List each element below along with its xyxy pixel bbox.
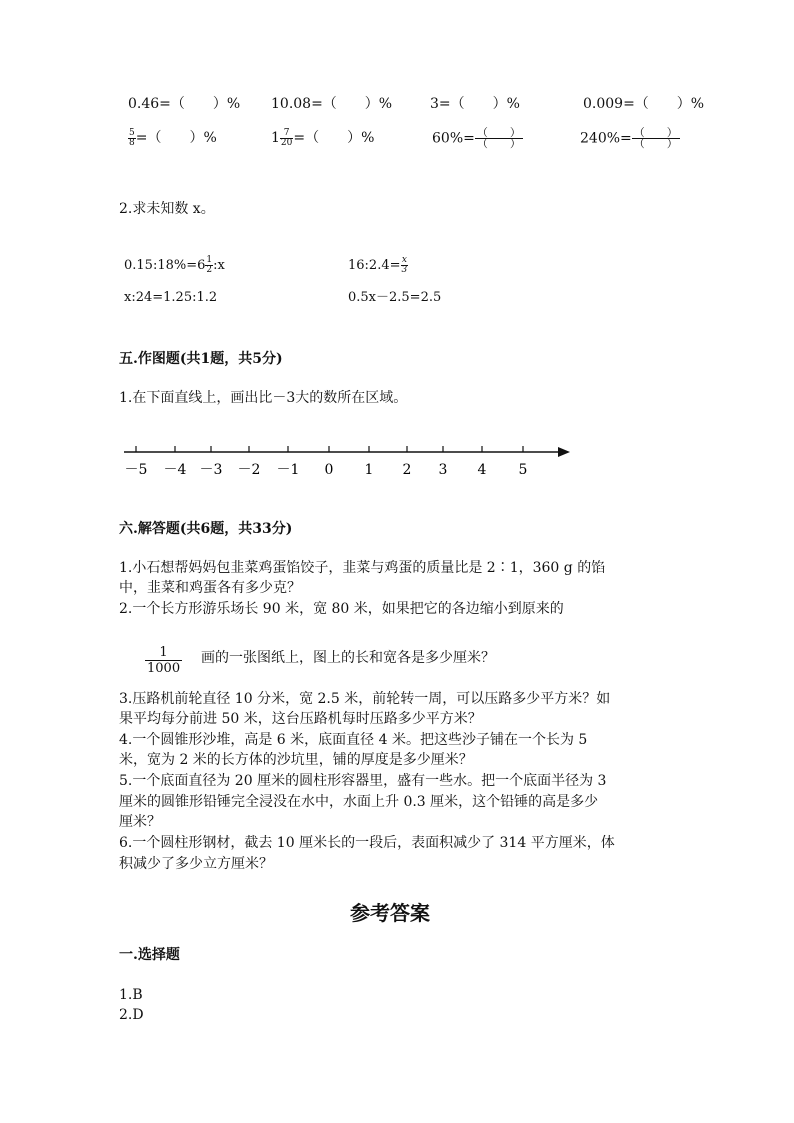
- q4-line1: 4.一个圆锥形沙堆，高是 6 米，底面直径 4 米。把这些沙子铺在一个长为 5: [119, 732, 588, 748]
- tick-label: －1: [276, 462, 300, 478]
- tick-label: 1: [364, 462, 374, 478]
- q2-line1: 2.一个长方形游乐场长 90 米，宽 80 米，如果把它的各边缩小到原来的: [119, 601, 564, 617]
- answers-title: 参考答案: [350, 901, 430, 925]
- scale-fraction: $\frac{1}{1000}$: [147, 645, 181, 676]
- tick-label: －3: [199, 462, 223, 478]
- q3-line2: 果平均每分前进 50 米，这台压路机每时压路多少平方米？: [119, 711, 482, 727]
- q2-line2: 画的一张图纸上，图上的长和宽各是多少厘米？: [201, 650, 495, 666]
- tick-label: －2: [237, 462, 261, 478]
- tick-label: 2: [402, 462, 412, 478]
- section5-question-1: 1.在下面直线上，画出比－3大的数所在区域。: [119, 390, 408, 406]
- conversion-1: 0.46=（ ）%: [128, 96, 241, 112]
- tick-label: 3: [438, 462, 448, 478]
- answer-2: 2.D: [119, 1007, 144, 1023]
- tick-label: 5: [518, 462, 528, 478]
- conversion-6: 1 $\frac{7}{20}$ =（ ）%: [271, 127, 375, 148]
- q3-line1: 3.压路机前轮直径 10 分米，宽 2.5 米，前轮转一周，可以压路多少平方米？如: [119, 691, 611, 707]
- q6-line2: 积减少了多少立方厘米？: [119, 856, 273, 872]
- q4-line2: 米，宽为 2 米的长方体的沙坑里，铺的厚度是多少厘米？: [119, 752, 473, 768]
- section6-heading: 六.解答题(共6题，共33分): [119, 521, 293, 537]
- conversion-8: 240%= （ ） （ ）: [580, 126, 678, 150]
- conversion-7: 60%= （ ） （ ）: [432, 126, 521, 150]
- q1-line2: 中，韭菜和鸡蛋各有多少克？: [119, 580, 301, 596]
- solve-heading: 2.求未知数 x。: [119, 201, 215, 217]
- conversion-5: $\frac{5}{8}$ =（ ）%: [129, 127, 217, 148]
- section5-heading: 五.作图题(共1题，共5分): [119, 351, 283, 367]
- number-line-arrow: [558, 447, 570, 457]
- equation-3: x:24=1.25:1.2: [124, 290, 218, 305]
- equation-1: 0.15:18%=6 $\frac{1}{2}$ :x: [124, 255, 225, 275]
- q6-line1: 6.一个圆柱形钢材，截去 10 厘米长的一段后，表面积减少了 314 平方厘米，体: [119, 835, 615, 851]
- equation-2: 16:2.4= $\frac{x}{3}$: [348, 255, 408, 275]
- conversion-2: 10.08=（ ）%: [271, 96, 393, 112]
- conversion-4: 0.009=（ ）%: [583, 96, 705, 112]
- tick-label: 0: [324, 462, 334, 478]
- q5-line1: 5.一个底面直径为 20 厘米的圆柱形容器里，盛有一些水。把一个底面半径为 3: [119, 773, 607, 789]
- q5-line2: 厘米的圆锥形铅锤完全浸没在水中，水面上升 0.3 厘米，这个铅锤的高是多少: [119, 794, 599, 810]
- conversion-3: 3=（ ）%: [430, 96, 520, 112]
- tick-label: －5: [124, 462, 148, 478]
- equation-4: 0.5x－2.5=2.5: [348, 290, 442, 305]
- answers-section1: 一.选择题: [119, 947, 180, 963]
- q1-line1: 1.小石想帮妈妈包韭菜鸡蛋馅饺子，韭菜与鸡蛋的质量比是 2∶1，360 g 的馅: [119, 560, 606, 576]
- tick-label: 4: [477, 462, 487, 478]
- answer-1: 1.B: [119, 987, 143, 1003]
- q5-line3: 厘米？: [119, 814, 161, 830]
- tick-label: －4: [163, 462, 187, 478]
- number-line: [118, 438, 578, 486]
